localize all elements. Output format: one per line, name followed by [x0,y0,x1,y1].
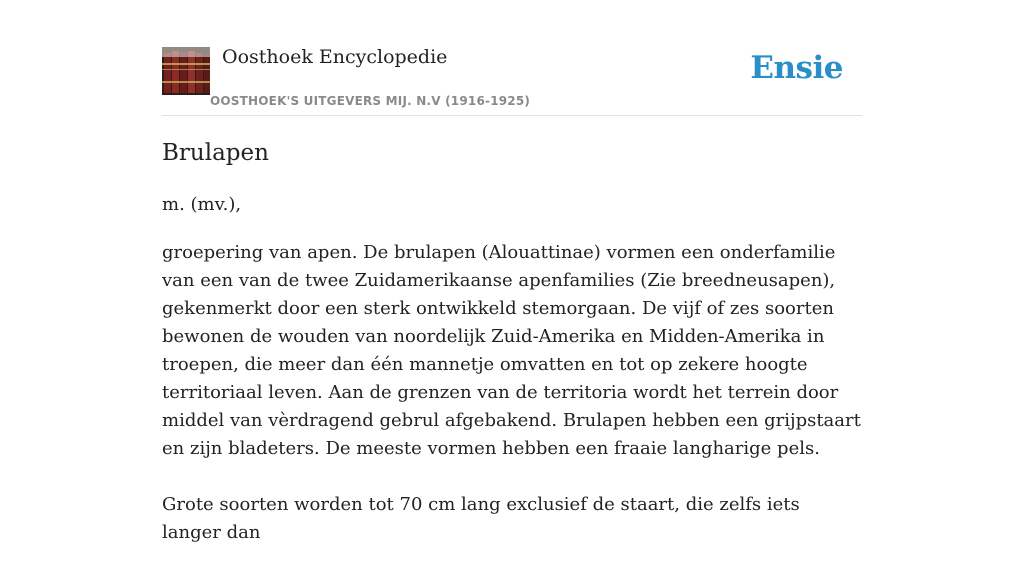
source-avatar[interactable] [162,47,210,95]
article-paragraph: groepering van apen. De brulapen (Alouattinae) vormen een onderfamilie van een van de twee Zuidamerikaanse apenfamilies (Zie breedneusapen), gekenmerkt door een sterk ontwikkeld stemorgaan. De vijf of zes soorten bewonen de wouden van noordelijk Zuid-Amerika en Midden-Amerika in troepen, die meer dan één mannetje omvatten en tot op zekere hoogte territoriaal leven. Aan de grenzen van de territoria wordt het terrein door middel van vèrdragend gebrul afgebakend. Brulapen hebben een grijpstaart en zijn bladeters. De meeste vormen hebben een fraaie langharige pels. [162,242,861,459]
article-paragraph: Grote soorten worden tot 70 cm lang exclusief de staart, die zelfs iets langer dan [162,494,800,543]
article-page [162,0,862,543]
ensie-logo[interactable]: Ensie [750,50,843,86]
article-body [162,239,862,575]
book-spines-icon [162,47,210,95]
grammar-note: m. (mv.), [162,194,242,215]
publisher-label: OOSTHOEK'S UITGEVERS MIJ. N.V (1916-1925) [210,94,531,108]
header-divider [162,115,862,116]
source-name[interactable]: Oosthoek Encyclopedie [222,46,448,68]
article-header [162,0,862,116]
article-title: Brulapen [162,140,269,166]
